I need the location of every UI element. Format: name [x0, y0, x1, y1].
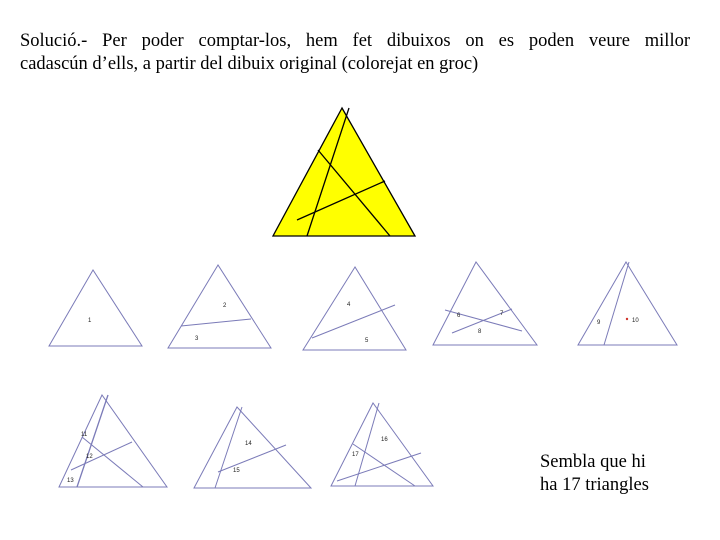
triangle-label-10: 10 — [632, 318, 639, 324]
triangle-label-16: 16 — [381, 437, 388, 443]
triangle-label-8: 8 — [478, 329, 482, 335]
triangle-label-5: 5 — [365, 338, 369, 344]
conclusion-line-2: ha 17 triangles — [540, 475, 649, 495]
triangle-label-3: 3 — [195, 336, 199, 342]
triangle-sketch-6 — [55, 390, 175, 495]
triangle-label-9: 9 — [597, 320, 601, 326]
triangle-label-13: 13 — [67, 478, 74, 484]
triangle-label-2: 2 — [223, 303, 227, 309]
solution-line-1: Solució.- Per poder comptar-los, hem fet dibuixos on es poden veure millor — [20, 31, 690, 51]
triangle-label-15: 15 — [233, 468, 240, 474]
original-yellow-triangle — [270, 105, 420, 240]
triangle-label-17: 17 — [352, 452, 359, 458]
triangle-label-4: 4 — [347, 302, 351, 308]
triangle-sketch-3 — [300, 264, 410, 354]
conclusion-line-1: Sembla que hi — [540, 452, 646, 472]
solution-paragraph — [20, 30, 690, 76]
triangle-sketch-2 — [163, 262, 273, 352]
triangle-label-6: 6 — [457, 313, 461, 319]
triangle-label-14: 14 — [245, 441, 252, 447]
solution-line-2: cadascún d’ells, a partir del dibuix original (colorejat en groc) — [20, 54, 479, 74]
triangle-sketch-5 — [575, 258, 685, 350]
triangle-sketch-1 — [45, 262, 145, 352]
triangle-label-7: 7 — [500, 311, 504, 317]
conclusion-text — [540, 451, 700, 497]
triangle-label-11: 11 — [81, 432, 88, 438]
triangle-sketch-8 — [325, 398, 445, 493]
triangle-sketch-7 — [190, 402, 320, 494]
triangle-label-1: 1 — [88, 318, 92, 324]
triangle-label-12: 12 — [86, 454, 93, 460]
triangle-sketch-4 — [430, 258, 540, 350]
